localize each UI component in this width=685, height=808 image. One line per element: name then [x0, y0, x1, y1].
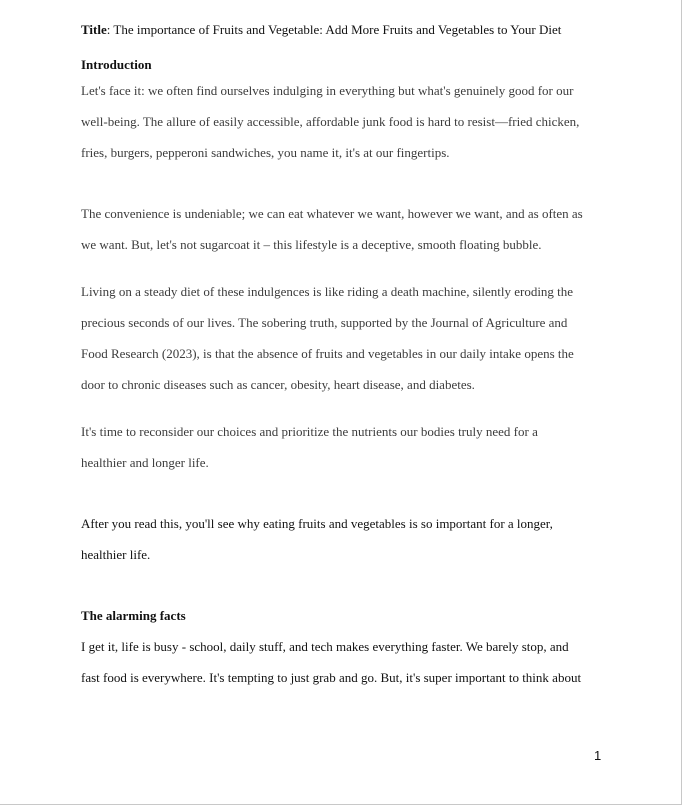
document-body	[81, 20, 603, 699]
text-line: Food Research (2023), is that the absence of fruits and vegetables in our daily intake opens the	[81, 346, 574, 361]
paragraph-intro-4	[81, 422, 603, 484]
text-line: It's time to reconsider our choices and prioritize the nutrients our bodies truly need for a	[81, 424, 538, 439]
paragraph-intro-3	[81, 282, 603, 406]
text-line: fries, burgers, pepperoni sandwiches, you name it, it's at our fingertips.	[81, 145, 450, 160]
page-number: 1	[594, 748, 602, 763]
text-line: we want. But, let's not sugarcoat it – this lifestyle is a deceptive, smooth floating bubble.	[81, 237, 542, 252]
document-title	[81, 20, 603, 55]
paragraph-intro-2	[81, 204, 603, 266]
text-line: precious seconds of our lives. The sobering truth, supported by the Journal of Agriculture and	[81, 315, 568, 330]
text-line: I get it, life is busy - school, daily stuff, and tech makes everything faster. We barely stop, and	[81, 639, 569, 654]
text-line: Let's face it: we often find ourselves indulging in everything but what's genuinely good for our	[81, 83, 574, 98]
title-label: Title	[81, 22, 107, 37]
text-line: door to chronic diseases such as cancer, obesity, heart disease, and diabetes.	[81, 377, 475, 392]
text-line: well-being. The allure of easily accessible, affordable junk food is hard to resist—fried chicken,	[81, 114, 580, 129]
text-line: healthier and longer life.	[81, 455, 209, 470]
text-line: The convenience is undeniable; we can eat whatever we want, however we want, and as often as	[81, 206, 583, 221]
facts-heading: The alarming facts	[81, 608, 186, 623]
paragraph-intro-1	[81, 81, 603, 174]
text-line: Living on a steady diet of these indulgences is like riding a death machine, silently eroding the	[81, 284, 574, 299]
paragraph-intro-5	[81, 514, 603, 576]
text-line: After you read this, you'll see why eating fruits and vegetables is so important for a longer,	[81, 516, 553, 531]
text-line: fast food is everywhere. It's tempting to just grab and go. But, it's super important to think about	[81, 670, 582, 685]
title-text: : The importance of Fruits and Vegetable: Add More Fruits and Vegetables to Your Diet	[106, 22, 562, 37]
paragraph-facts-1	[81, 637, 603, 699]
intro-heading: Introduction	[81, 57, 152, 72]
text-line: healthier life.	[81, 547, 151, 562]
